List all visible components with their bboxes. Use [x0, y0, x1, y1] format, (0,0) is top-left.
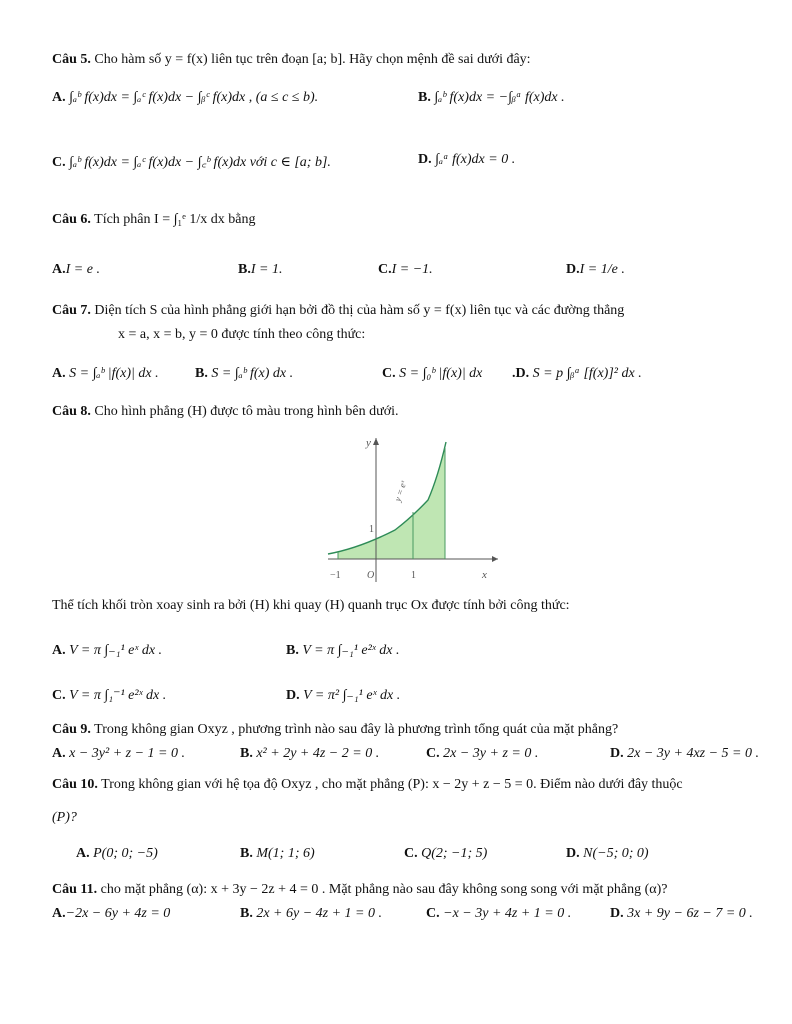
- q5-label: Câu 5.: [52, 52, 91, 67]
- x-axis-label: x: [482, 569, 487, 581]
- q11-option-a: A.−2x − 6y + 4z = 0: [52, 906, 171, 921]
- q5-option-b: B. ∫ₐᵇ f(x)dx = −∫ᵦᵃ f(x)dx .: [418, 90, 565, 105]
- q9-option-a: A. x − 3y² + z − 1 = 0 .: [52, 746, 185, 761]
- q5-text: Cho hàm số y = f(x) liên tục trên đoạn [a; b]. Hãy chọn mệnh đề sai dưới đây:: [94, 52, 531, 67]
- q5-option-d: D. ∫ₐᵃ f(x)dx = 0 .: [418, 152, 516, 167]
- q8-question: Thể tích khối tròn xoay sinh ra bởi (H) khi quay (H) quanh trục Ox được tính bởi công thức:: [52, 598, 570, 613]
- q8-option-c: C. V = π ∫₁⁻¹ e²ˣ dx .: [52, 688, 167, 703]
- q6-option-b: B.I = 1.: [238, 262, 283, 277]
- tick-x-neg1: −1: [330, 570, 341, 581]
- q6-option-a: A.I = e .: [52, 262, 100, 277]
- y-axis-label: y: [366, 437, 371, 449]
- q5-stem: [52, 52, 531, 68]
- q7-stem-line2: x = a, x = b, y = 0 được tính theo công thức:: [118, 327, 366, 342]
- q11-option-d: D. 3x + 9y − 6z − 7 = 0 .: [610, 906, 753, 921]
- q11-option-c: C. −x − 3y + 4z + 1 = 0 .: [426, 906, 572, 921]
- q10-stem-line2: (P)?: [52, 810, 77, 825]
- q9-stem: Câu 9. Trong không gian Oxyz , phương trình nào sau đây là phương trình tổng quát của mặt phẳng?: [52, 722, 619, 737]
- q11-stem: Câu 11. cho mặt phẳng (α): x + 3y − 2z + 4 = 0 . Mặt phẳng nào sau đây không song song với mặt phẳng (α)?: [52, 882, 668, 897]
- q9-option-c: C. 2x − 3y + z = 0 .: [426, 746, 539, 761]
- shaded-region-h: [338, 448, 445, 559]
- curve-label: y = eˣ: [392, 479, 409, 503]
- q9-option-d: D. 2x − 3y + 4xz − 5 = 0 .: [610, 746, 760, 761]
- q10-option-b: B. M(1; 1; 6): [240, 846, 315, 861]
- q7-option-b: B. S = ∫ₐᵇ f(x) dx .: [195, 366, 294, 381]
- q6-option-c: C.I = −1.: [378, 262, 433, 277]
- q5-option-a: A. ∫ₐᵇ f(x)dx = ∫ₐᶜ f(x)dx − ∫ᵦᶜ f(x)dx , (a ≤ c ≤ b).: [52, 90, 319, 105]
- q7-option-a: A. S = ∫ₐᵇ |f(x)| dx .: [52, 366, 159, 381]
- q10-stem-line1: Câu 10. Trong không gian với hệ tọa độ Oxyz , cho mặt phẳng (P): x − 2y + z − 5 = 0. Điểm nào dưới đây thuộc: [52, 777, 683, 792]
- tick-y-1: 1: [369, 524, 374, 535]
- q6-stem: Câu 6. Tích phân I = ∫₁ᵉ 1/x dx bằng: [52, 212, 256, 227]
- q9-option-b: B. x² + 2y + 4z − 2 = 0 .: [240, 746, 380, 761]
- q10-option-d: D. N(−5; 0; 0): [566, 846, 649, 861]
- q8-option-b: B. V = π ∫₋₁¹ e²ˣ dx .: [286, 643, 400, 658]
- q6-option-d: D.I = 1/e .: [566, 262, 625, 277]
- q7-option-d: .D. S = p ∫ᵦᵃ [f(x)]² dx .: [512, 366, 642, 381]
- q7-option-c: C. S = ∫₀ᵇ |f(x)| dx: [382, 366, 483, 381]
- y-axis-arrow: [373, 438, 379, 445]
- q8-figure: [320, 432, 505, 587]
- q8-option-a: A. V = π ∫₋₁¹ eˣ dx .: [52, 643, 163, 658]
- q7-stem-line1: Câu 7. Diện tích S của hình phẳng giới hạn bởi đồ thị của hàm số y = f(x) liên tục và các đường thẳng: [52, 303, 625, 318]
- q8-stem: Câu 8. Cho hình phẳng (H) được tô màu trong hình bên dưới.: [52, 404, 399, 419]
- q8-option-d: D. V = π² ∫₋₁¹ eˣ dx .: [286, 688, 401, 703]
- q11-option-b: B. 2x + 6y − 4z + 1 = 0 .: [240, 906, 383, 921]
- q10-option-a: A. P(0; 0; −5): [76, 846, 158, 861]
- origin-label: O: [367, 570, 375, 581]
- q10-option-c: C. Q(2; −1; 5): [404, 846, 488, 861]
- x-axis-arrow: [492, 556, 498, 562]
- q5-option-c: C. ∫ₐᵇ f(x)dx = ∫ₐᶜ f(x)dx − ∫꜀ᵇ f(x)dx với c ∈ [a; b].: [52, 155, 331, 170]
- tick-x-pos1: 1: [411, 570, 416, 581]
